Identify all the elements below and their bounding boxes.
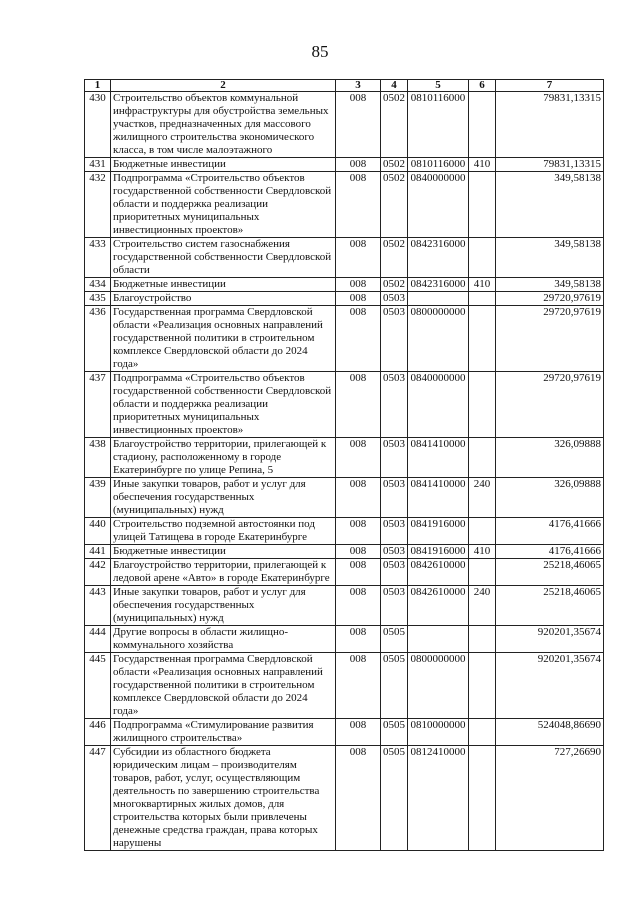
- expense-type-cell: 410: [469, 158, 496, 172]
- section-code-cell: 0502: [381, 278, 408, 292]
- expense-type-cell: [469, 372, 496, 438]
- item-name-cell: Субсидии из областного бюджета юридическим лицам – производителям товаров, работ, услуг, осуществляющим деятельность по завершению строительства многоквартирных жилых домов, для строительства которых были привлечены денежные средства граждан, права которых нарушены: [111, 746, 336, 851]
- row-number-cell: 435: [85, 292, 111, 306]
- row-number-cell: 431: [85, 158, 111, 172]
- target-article-cell: 0841916000: [408, 545, 469, 559]
- amount-cell: [496, 278, 604, 292]
- department-code-cell: 008: [336, 586, 381, 626]
- amount-value: 326,09888: [554, 438, 601, 450]
- expense-type-cell: [469, 92, 496, 158]
- section-code-cell: 0502: [381, 172, 408, 238]
- amount-value: 4176,41666: [548, 545, 601, 557]
- target-article-cell: 0810116000: [408, 158, 469, 172]
- target-article-cell: 0842316000: [408, 238, 469, 278]
- section-code-cell: 0502: [381, 92, 408, 158]
- department-code-cell: 008: [336, 92, 381, 158]
- expense-type-cell: [469, 626, 496, 653]
- target-article-cell: 0800000000: [408, 653, 469, 719]
- target-article-cell: 0840000000: [408, 172, 469, 238]
- item-name-cell: Государственная программа Свердловской области «Реализация основных направлений государственной политики в строительном комплексе Свердловской области до 2024 года»: [111, 306, 336, 372]
- expense-type-cell: [469, 719, 496, 746]
- amount-cell: [496, 292, 604, 306]
- section-code-cell: 0502: [381, 158, 408, 172]
- budget-table: [84, 79, 604, 851]
- amount-cell: [496, 626, 604, 653]
- section-code-cell: 0503: [381, 372, 408, 438]
- expense-type-cell: [469, 653, 496, 719]
- target-article-cell: [408, 292, 469, 306]
- table-row: [85, 518, 604, 545]
- item-name-cell: Государственная программа Свердловской области «Реализация основных направлений государственной политики в строительном комплексе Свердловской области до 2024 года»: [111, 653, 336, 719]
- amount-cell: [496, 158, 604, 172]
- target-article-cell: 0810116000: [408, 92, 469, 158]
- table-row: [85, 746, 604, 851]
- target-article-cell: 0810000000: [408, 719, 469, 746]
- expense-type-cell: [469, 172, 496, 238]
- table-row: [85, 545, 604, 559]
- amount-value: 524048,86690: [537, 719, 601, 731]
- department-code-cell: 008: [336, 278, 381, 292]
- section-code-cell: 0503: [381, 292, 408, 306]
- column-header: 5: [408, 80, 469, 92]
- row-number-cell: 437: [85, 372, 111, 438]
- amount-cell: [496, 238, 604, 278]
- item-name-cell: Подпрограмма «Стимулирование развития жилищного строительства»: [111, 719, 336, 746]
- expense-type-cell: [469, 746, 496, 851]
- expense-type-cell: [469, 559, 496, 586]
- department-code-cell: 008: [336, 306, 381, 372]
- amount-cell: [496, 559, 604, 586]
- amount-value: 920201,35674: [537, 626, 601, 638]
- target-article-cell: 0842610000: [408, 559, 469, 586]
- row-number-cell: 446: [85, 719, 111, 746]
- row-number-cell: 433: [85, 238, 111, 278]
- column-header: 7: [496, 80, 604, 92]
- amount-value: 349,58138: [554, 238, 601, 250]
- amount-cell: [496, 545, 604, 559]
- row-number-cell: 432: [85, 172, 111, 238]
- item-name-cell: Строительство подземной автостоянки под улицей Татищева в городе Екатеринбурге: [111, 518, 336, 545]
- section-code-cell: 0503: [381, 478, 408, 518]
- section-code-cell: 0503: [381, 306, 408, 372]
- row-number-cell: 440: [85, 518, 111, 545]
- expense-type-cell: [469, 238, 496, 278]
- target-article-cell: 0841410000: [408, 438, 469, 478]
- expense-type-cell: 410: [469, 545, 496, 559]
- amount-value: 727,26690: [554, 746, 601, 758]
- item-name-cell: Благоустройство территории, прилегающей к ледовой арене «Авто» в городе Екатеринбурге: [111, 559, 336, 586]
- amount-value: 79831,13315: [543, 92, 601, 104]
- amount-value: 349,58138: [554, 172, 601, 184]
- expense-type-cell: [469, 292, 496, 306]
- department-code-cell: 008: [336, 653, 381, 719]
- row-number-cell: 438: [85, 438, 111, 478]
- row-number-cell: 436: [85, 306, 111, 372]
- amount-cell: [496, 478, 604, 518]
- table-row: [85, 292, 604, 306]
- department-code-cell: 008: [336, 518, 381, 545]
- table-row: [85, 559, 604, 586]
- item-name-cell: Иные закупки товаров, работ и услуг для обеспечения государственных (муниципальных) нужд: [111, 478, 336, 518]
- expense-type-cell: 240: [469, 478, 496, 518]
- item-name-cell: Бюджетные инвестиции: [111, 278, 336, 292]
- amount-cell: [496, 586, 604, 626]
- section-code-cell: 0502: [381, 238, 408, 278]
- amount-value: 349,58138: [554, 278, 601, 290]
- section-code-cell: 0503: [381, 438, 408, 478]
- table-row: [85, 719, 604, 746]
- item-name-cell: Благоустройство: [111, 292, 336, 306]
- target-article-cell: 0841410000: [408, 478, 469, 518]
- row-number-cell: 442: [85, 559, 111, 586]
- item-name-cell: Благоустройство территории, прилегающей к стадиону, расположенному в городе Екатеринбурге по улице Репина, 5: [111, 438, 336, 478]
- item-name-cell: Строительство объектов коммунальной инфраструктуры для обустройства земельных участков, предназначенных для массового жилищного строительства экономического класса, в том числе малоэтажного: [111, 92, 336, 158]
- amount-value: 29720,97619: [543, 292, 601, 304]
- target-article-cell: 0842610000: [408, 586, 469, 626]
- table-row: [85, 158, 604, 172]
- section-code-cell: 0505: [381, 746, 408, 851]
- department-code-cell: 008: [336, 438, 381, 478]
- section-code-cell: 0503: [381, 559, 408, 586]
- section-code-cell: 0503: [381, 545, 408, 559]
- table-row: [85, 306, 604, 372]
- table-header-row: [85, 80, 604, 92]
- row-number-cell: 441: [85, 545, 111, 559]
- column-header: 4: [381, 80, 408, 92]
- department-code-cell: 008: [336, 372, 381, 438]
- amount-cell: [496, 306, 604, 372]
- row-number-cell: 430: [85, 92, 111, 158]
- column-header: 3: [336, 80, 381, 92]
- item-name-cell: Бюджетные инвестиции: [111, 158, 336, 172]
- item-name-cell: Бюджетные инвестиции: [111, 545, 336, 559]
- department-code-cell: 008: [336, 559, 381, 586]
- amount-value: 326,09888: [554, 478, 601, 490]
- table-row: [85, 372, 604, 438]
- amount-value: 29720,97619: [543, 306, 601, 318]
- row-number-cell: 444: [85, 626, 111, 653]
- amount-value: 4176,41666: [548, 518, 601, 530]
- department-code-cell: 008: [336, 478, 381, 518]
- column-header: 1: [85, 80, 111, 92]
- amount-value: 29720,97619: [543, 372, 601, 384]
- section-code-cell: 0505: [381, 626, 408, 653]
- section-code-cell: 0505: [381, 653, 408, 719]
- amount-value: 25218,46065: [543, 586, 601, 598]
- department-code-cell: 008: [336, 292, 381, 306]
- department-code-cell: 008: [336, 238, 381, 278]
- target-article-cell: 0840000000: [408, 372, 469, 438]
- column-header: 2: [111, 80, 336, 92]
- row-number-cell: 447: [85, 746, 111, 851]
- amount-cell: [496, 438, 604, 478]
- table-row: [85, 626, 604, 653]
- row-number-cell: 443: [85, 586, 111, 626]
- target-article-cell: 0800000000: [408, 306, 469, 372]
- section-code-cell: 0505: [381, 719, 408, 746]
- department-code-cell: 008: [336, 172, 381, 238]
- section-code-cell: 0503: [381, 518, 408, 545]
- target-article-cell: 0812410000: [408, 746, 469, 851]
- table-row: [85, 438, 604, 478]
- table-body: [85, 92, 604, 851]
- item-name-cell: Строительство систем газоснабжения государственной собственности Свердловской области: [111, 238, 336, 278]
- department-code-cell: 008: [336, 719, 381, 746]
- table-row: [85, 172, 604, 238]
- amount-cell: [496, 372, 604, 438]
- amount-cell: [496, 746, 604, 851]
- expense-type-cell: [469, 438, 496, 478]
- item-name-cell: Другие вопросы в области жилищно-коммунального хозяйства: [111, 626, 336, 653]
- expense-type-cell: 240: [469, 586, 496, 626]
- table-row: [85, 92, 604, 158]
- target-article-cell: 0842316000: [408, 278, 469, 292]
- row-number-cell: 434: [85, 278, 111, 292]
- amount-value: 25218,46065: [543, 559, 601, 571]
- page-number: 85: [311, 42, 329, 61]
- row-number-cell: 445: [85, 653, 111, 719]
- amount-cell: [496, 719, 604, 746]
- expense-type-cell: [469, 518, 496, 545]
- item-name-cell: Подпрограмма «Строительство объектов государственной собственности Свердловской области и поддержка реализации приоритетных муниципальных инвестиционных проектов»: [111, 172, 336, 238]
- table-row: [85, 478, 604, 518]
- expense-type-cell: 410: [469, 278, 496, 292]
- expense-type-cell: [469, 306, 496, 372]
- amount-value: 920201,35674: [537, 653, 601, 665]
- item-name-cell: Иные закупки товаров, работ и услуг для обеспечения государственных (муниципальных) нужд: [111, 586, 336, 626]
- column-header: 6: [469, 80, 496, 92]
- table-row: [85, 278, 604, 292]
- amount-cell: [496, 172, 604, 238]
- table-row: [85, 238, 604, 278]
- amount-cell: [496, 92, 604, 158]
- item-name-cell: Подпрограмма «Строительство объектов государственной собственности Свердловской области и поддержка реализации приоритетных муниципальных инвестиционных проектов»: [111, 372, 336, 438]
- row-number-cell: 439: [85, 478, 111, 518]
- target-article-cell: 0841916000: [408, 518, 469, 545]
- department-code-cell: 008: [336, 158, 381, 172]
- amount-cell: [496, 653, 604, 719]
- department-code-cell: 008: [336, 746, 381, 851]
- target-article-cell: [408, 626, 469, 653]
- table-row: [85, 653, 604, 719]
- section-code-cell: 0503: [381, 586, 408, 626]
- table-row: [85, 586, 604, 626]
- amount-value: 79831,13315: [543, 158, 601, 170]
- department-code-cell: 008: [336, 545, 381, 559]
- amount-cell: [496, 518, 604, 545]
- department-code-cell: 008: [336, 626, 381, 653]
